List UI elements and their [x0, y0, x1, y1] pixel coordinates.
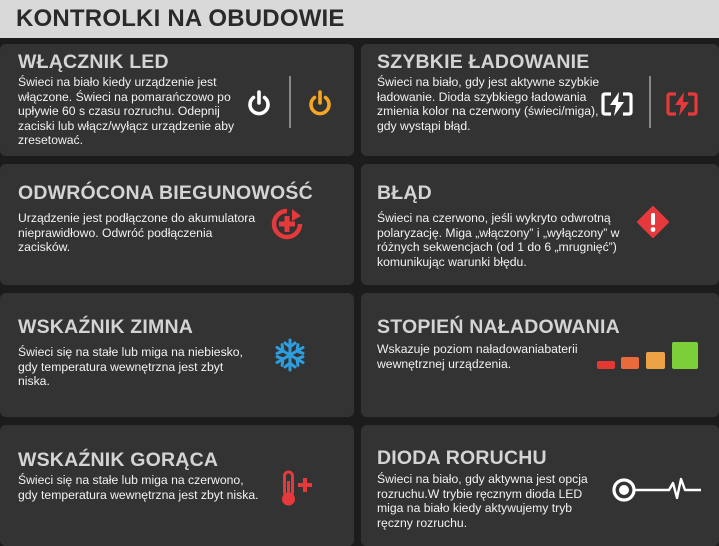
card-description: Świeci na biało, gdy jest aktywne szybkie ładowanie. Dioda szybkiego ładowania zmienia kolor na czerwony (świeci/miga), gdy wystąpi błąd.: [377, 75, 600, 133]
card-title: STOPIEŃ NAŁADOWANIA: [377, 316, 620, 338]
card-title: BŁĄD: [377, 182, 432, 204]
boost-pulse-icon: [607, 475, 703, 505]
icon-divider: [289, 76, 291, 128]
card-description: Świeci na czerwono, jeśli wykryto odwrotną polaryzację. Miga „włączony” i „wyłączony” w różnych sekwencjach (od 1 do 6 „mrugnięć”) komunikując warunki błędu.: [377, 211, 620, 269]
card-title: WSKAŹNIK ZIMNA: [18, 316, 194, 338]
page-title: KONTROLKI NA OBUDOWIE: [16, 5, 345, 32]
page-header: [0, 0, 719, 38]
card-description: Świeci się na stałe lub miga na czerwono, gdy temperatura wewnętrzna jest zbyt niska.: [18, 473, 259, 502]
snowflake-icon: [272, 337, 308, 373]
charge-level-bars: [593, 339, 703, 373]
fast-charge-icon: [665, 91, 699, 117]
card-description: Świeci na biało kiedy urządzenie jest włączone. Świeci na pomarańczowo po upływie 60 s czasu rozruchu. Odepnij zaciski lub włącz/wyłącz urządzenie aby zresetować.: [18, 75, 235, 147]
card-title: SZYBKIE ŁADOWANIE: [377, 51, 590, 73]
card-title: WŁĄCZNIK LED: [18, 51, 169, 73]
card-reverse-polarity: [0, 164, 354, 285]
card-description: Świeci na biało, gdy aktywna jest opcja rozruchu.W trybie ręcznym dioda LED miga na biało kiedy aktywujemy tryb ręczny rozruchu.: [377, 472, 588, 530]
card-cold-indicator: [0, 293, 354, 417]
icon-divider: [649, 76, 651, 128]
reverse-polarity-icon: [270, 207, 304, 241]
card-boost-led: [361, 425, 719, 546]
card-description: Świeci się na stałe lub miga na niebiesko, gdy temperatura wewnętrzna jest zbyt niska.: [18, 345, 243, 388]
card-power-led: [0, 44, 354, 156]
warning-icon: [636, 205, 670, 239]
card-description: Urządzenie jest podłączone do akumulatora nieprawidłowo. Odwróć podłączenia zacisków.: [18, 211, 256, 254]
power-icon: [305, 89, 335, 119]
card-hot-indicator: [0, 425, 354, 546]
card-description: Wskazuje poziom naładowaniabaterii wewnętrznej urządzenia.: [377, 342, 578, 371]
card-charge-level: [361, 293, 719, 417]
power-icon: [244, 89, 274, 119]
thermometer-plus-icon: [276, 469, 316, 509]
card-title: DIODA RORUCHU: [377, 447, 547, 469]
card-title: ODWRÓCONA BIEGUNOWOŚĆ: [18, 182, 313, 204]
card-error: [361, 164, 719, 285]
card-fast-charge: [361, 44, 719, 156]
fast-charge-icon: [600, 91, 634, 117]
card-title: WSKAŹNIK GORĄCA: [18, 449, 219, 471]
